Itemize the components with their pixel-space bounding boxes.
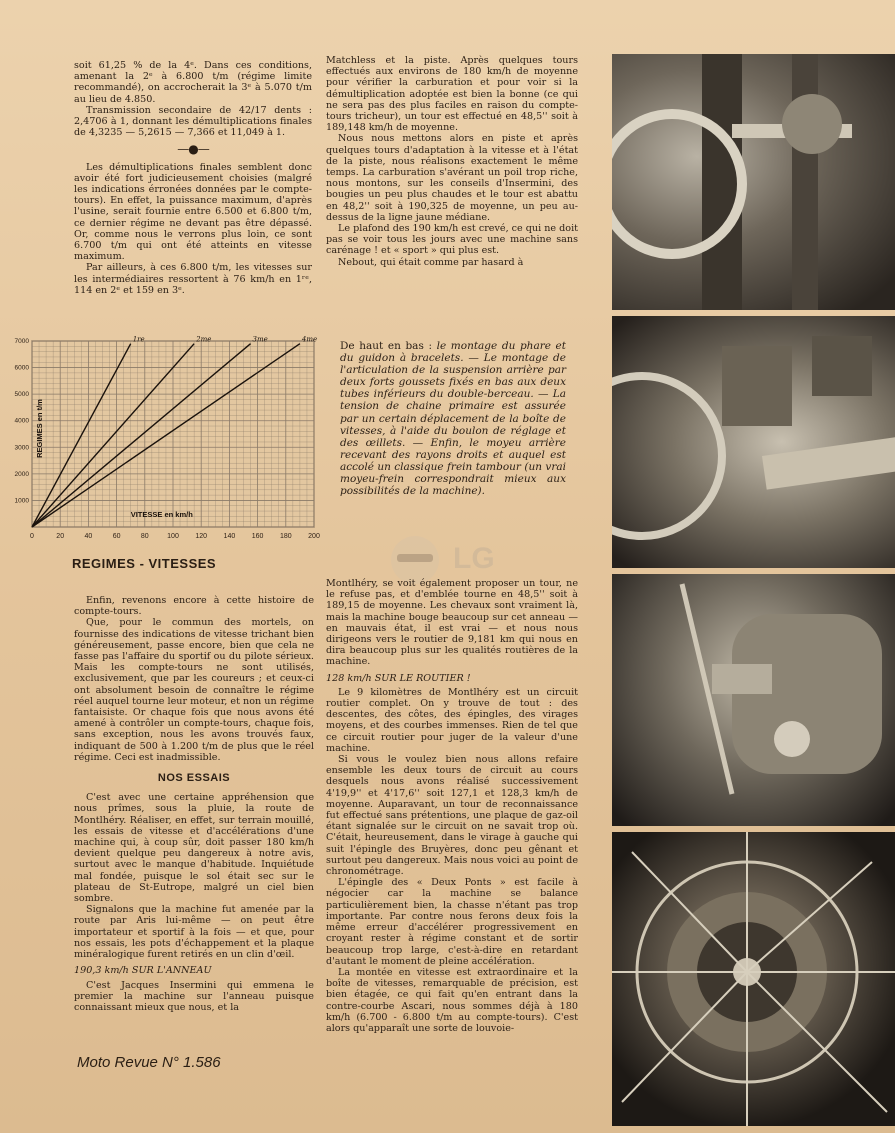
section-title: REGIMES - VITESSES bbox=[72, 556, 217, 571]
y-tick-label: 6000 bbox=[14, 364, 29, 372]
paragraph: Matchless et la piste. Après quelques tours effectués aux environs de 180 km/h de moyenne pour vérifier la carburation et pour voir si la démultiplication adoptée est bien la bonne (ce qui ne sera pas des plus faciles en raison du compte-tours tricheur), un tour est effectué en 48,5'' soit à 189,148 km/h de moyenne. bbox=[326, 55, 578, 134]
y-tick-label: 7000 bbox=[14, 338, 29, 345]
gearbox-adjust-photo bbox=[612, 574, 895, 826]
photo-caption bbox=[340, 340, 566, 497]
column-1 bbox=[74, 60, 312, 296]
x-tick-label: 60 bbox=[112, 533, 121, 540]
x-tick-label: 140 bbox=[223, 533, 236, 540]
x-tick-label: 180 bbox=[279, 533, 292, 540]
x-tick-label: 0 bbox=[30, 533, 34, 540]
series-label: 3me bbox=[252, 335, 268, 344]
caption-text: le montage du phare et du guidon à bracelets. — Le montage de l'articulation de la suspension arrière par deux forts goussets fixés en bas aux deux tubes inférieurs du double-berceau. — La tension de chaine primaire est assurée par un certain déplacement de la boîte de vitesses, à l'aide du boulon de réglage et des œillets. — Enfin, le moyeu arrière recevant des rayons droits et auquel est accolé un classique frein tambour (un vrai moyeu-frein correspondrait mieux aux possibilités de la machine). bbox=[340, 340, 566, 498]
series-label: 4me bbox=[301, 335, 318, 344]
caption-lead: De haut en bas : bbox=[340, 340, 432, 352]
subheading: 128 km/h SUR LE ROUTIER ! bbox=[326, 672, 471, 684]
paragraph: La montée en vitesse est extraordinaire et la boîte de vitesses, remarquable de précision, est bien étagée, ce qui fait qu'en entrant dans la contre-courbe Ascari, nous sommes déjà à 180 km/h (6.700 - 6.800 t/m au compte-tours). C'est alors qu'apparaît une sorte de louvoie- bbox=[326, 966, 578, 1034]
subheading: 190,3 km/h SUR L'ANNEAU bbox=[74, 965, 212, 977]
x-tick-label: 80 bbox=[140, 533, 149, 540]
paragraph: Le plafond des 190 km/h est crevé, ce qui ne doit pas se voir tous les jours avec une machine sans carénage ! et « sport » qui plus est. bbox=[326, 223, 578, 257]
paragraph: Enfin, revenons encore à cette histoire de compte-tours. bbox=[74, 595, 314, 618]
paragraph: Montlhéry, se voit également proposer un tour, ne le refuse pas, et d'emblée tourne en 48,5'' soit à 189,15 de moyenne. Les chevaux sont vraiment là, mais la machine bouge beaucoup sur cet anneau — en mauvais état, il est vrai — et nous nous dirigeons vers le routier de 9,181 km qui nous en dira beaucoup plus sur les qualités routières de la machine. bbox=[326, 578, 578, 668]
x-tick-label: 40 bbox=[84, 533, 93, 540]
series-label: 1re bbox=[132, 335, 145, 344]
rpm-speed-chart bbox=[8, 333, 322, 545]
paragraph: Par ailleurs, à ces 6.800 t/m, les vitesses sur les intermédiaires ressortent à 76 km/h en 1ʳᵉ, 114 en 2ᵉ et 159 en 3ᵉ. bbox=[74, 262, 312, 296]
x-tick-label: 20 bbox=[56, 533, 65, 540]
x-tick-label: 100 bbox=[167, 533, 179, 540]
column-4 bbox=[326, 578, 578, 1034]
y-tick-label: 2000 bbox=[14, 470, 29, 478]
rear-hub-photo bbox=[612, 832, 895, 1126]
paragraph: Le 9 kilomètres de Montlhéry est un circuit routier complet. On y trouve de tout : des descentes, des côtes, des épingles, des virages moyens, et des courbes immenses. Rien de tel que ce circuit routier pour juger de la valeur d'une machine. bbox=[326, 686, 578, 754]
paragraph: Les démultiplications finales semblent donc avoir été fort judicieusement choisies (malgré les indications érronées données par le compte-tours). En effet, la puissance maximum, d'après l'usine, serait fournie entre 6.500 et 6.800 t/m, ce dernier régime ne devant pas être dépassé. Or, comme nous le verrons plus loin, ce sont 6.700 t/m qui ont été atteints en vitesse maximum. bbox=[74, 161, 312, 263]
x-axis-label: VITESSE en km/h bbox=[130, 510, 193, 520]
column-2 bbox=[326, 55, 578, 268]
column-3 bbox=[74, 595, 314, 1013]
paragraph: L'épingle des « Deux Ponts » est facile à négocier car la machine se balance particulièrement bien, la chasse n'étant pas trop importante. Par contre nous ferons deux fois la même erreur d'accélérer progressivement en croyant rester à régime constant et de sortir beaucoup trop large, c'est-à-dire en retardant d'autant le moment de pleine accélération. bbox=[326, 877, 578, 967]
y-tick-label: 3000 bbox=[14, 444, 29, 452]
magazine-footer: Moto Revue N° 1.586 bbox=[77, 1054, 221, 1071]
y-tick-label: 5000 bbox=[14, 391, 29, 399]
x-tick-label: 160 bbox=[251, 533, 264, 540]
x-tick-label: 200 bbox=[308, 533, 320, 540]
paragraph: Si vous le voulez bien nous allons refaire ensemble les deux tours de circuit au cours desquels nous avons réalisé successivement 4'19,9'' et 4'17,6'' soit 127,1 et 128,3 km/h de moyenne. Auparavant, un tour de reconnaissance fut effectué sans prétentions, une plaque de gaz-oil étant signalée sur le circuit on ne savait trop où. C'était, heureusement, dans le virage à gauche qui suit l'épingle des Bruyères, donc peu gênant et surtout peu dangereux. Mais nous voici au point de chronométrage. bbox=[326, 754, 578, 878]
paragraph: C'est avec une certaine appréhension que nous prîmes, sous la pluie, la route de Montlhéry. Réaliser, en effet, sur terrain mouillé, les essais de vitesse et d'accélérations d'une machine qui, à coup sûr, doit passer 180 km/h devient quelque peu dangereux à notre avis, surtout avec le manque d'habitude. Inquiétude mal fondée, puisque le sol était sec sur le plateau de St-Eutrope, malgré un ciel bien sombre. bbox=[74, 792, 314, 905]
paragraph: Transmission secondaire de 42/17 dents : 2,4706 à 1, donnant les démultiplications finales de 4,3235 — 5,2615 — 7,366 et 11,049 à 1. bbox=[74, 104, 312, 139]
y-tick-label: 1000 bbox=[14, 497, 29, 505]
photo-column bbox=[612, 54, 895, 1126]
paragraph: Signalons que la machine fut amenée par la route par Aris lui-même — on peut être importateur et sportif à la fois — et que, pour nos essais, les pots d'échappement et la plaque minéralogique furent retirés en un clin d'œil. bbox=[74, 904, 314, 961]
paragraph: Nous nous mettons alors en piste et après quelques tours d'adaptation à la vitesse et à l'état de la piste, nous réalisons exactement le même temps. La carburation s'avérant un poil trop riche, nous montons, sur les conseils d'Insermini, des bougies un peu plus chaudes et le tour est abattu en 48,2'' soit à 190,325 de moyenne, un peu au-dessus de la ligne jaune médiane. bbox=[326, 133, 578, 223]
paragraph: soit 61,25 % de la 4ᵉ. Dans ces conditions, amenant la 2ᵉ à 6.800 t/m (régime limite recommandé), on accrocherait la 3ᵉ à 5.070 t/m au lieu de 4.850. bbox=[74, 60, 312, 105]
front-fork-headlamp-photo bbox=[612, 54, 895, 310]
paragraph: Que, pour le commun des mortels, on fournisse des indications de vitesse trichant bien généreusement, passe encore, bien que cela ne fasse pas l'affaire du sportif ou du pilote sérieux. Mais les compte-tours ne sont utilisés, exclusivement, que par les coureurs ; et ceux-ci ont absolument besoin de connaître le régime réel auquel tourne leur moteur, et non un régime fantaisiste. Or chaque fois que nous avons été amené à contrôler un compte-tours, chaque fois, sans exception, nous les avons trouvés faux, indiquant de 500 à 1.200 t/m de plus que le réel régime. Ceci est inadmissible. bbox=[74, 617, 314, 763]
paragraph: Nebout, qui était comme par hasard à bbox=[338, 256, 524, 268]
rear-suspension-photo bbox=[612, 316, 895, 568]
series-label: 2me bbox=[196, 335, 212, 344]
svg-text:LG: LG bbox=[453, 542, 495, 575]
separator: —●— bbox=[177, 142, 209, 157]
y-axis-label: REGIMES en t/m bbox=[35, 399, 44, 458]
paragraph: C'est Jacques Insermini qui emmena le premier la machine sur l'anneau puisque connaissant mieux que nous, et la bbox=[74, 979, 314, 1013]
x-tick-label: 120 bbox=[195, 533, 208, 540]
section-heading: NOS ESSAIS bbox=[157, 772, 231, 785]
y-tick-label: 4000 bbox=[14, 417, 29, 425]
